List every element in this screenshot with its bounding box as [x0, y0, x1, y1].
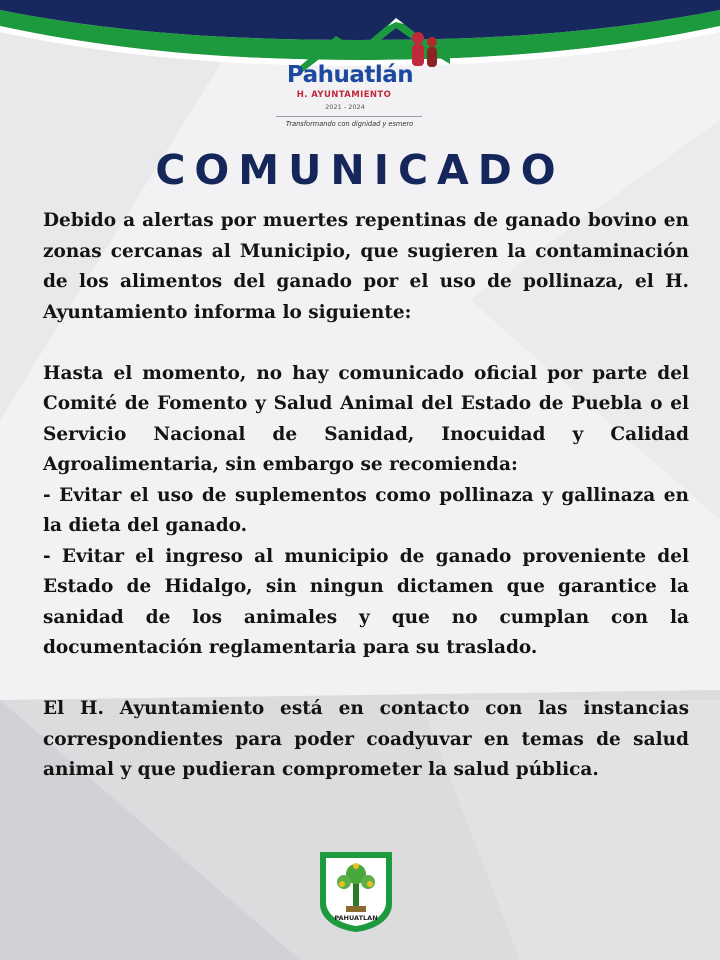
brand-divider: [276, 116, 422, 117]
communique-body: [43, 206, 689, 786]
recommendation-1: - Evitar el uso de suplementos como pollinaza y gallinaza en la dieta del ganado.: [43, 484, 689, 536]
brand-subtitle: H. AYUNTAMIENTO: [296, 90, 392, 100]
recommendation-2: - Evitar el ingreso al municipio de ganado proveniente del Estado de Hidalgo, sin ningun dictamen que garantice la sanidad de los animales y que no cumplan con la documentación reglamentaria para su traslado.: [43, 545, 689, 658]
paragraph-intro: Debido a alertas por muertes repentinas de ganado bovino en zonas cercanas al Municipio, que sugieren la contaminación de los alimentos del ganado por el uso de pollinaza, el H. Ayuntamiento informa lo siguiente:: [43, 210, 689, 323]
page-title: COMUNICADO: [155, 146, 565, 194]
brand-logo: [0, 10, 720, 135]
paragraph-closing: El H. Ayuntamiento está en contacto con las instancias correspondientes para poder coadyuvar en temas de salud animal y que pudieran comprometer la salud pública.: [43, 698, 689, 780]
brand-slogan: Transformando con dignidad y esmero: [285, 120, 414, 128]
municipal-shield-icon: [318, 850, 394, 934]
brand-name: Pahuatlán: [286, 62, 414, 88]
brand-years: 2021 - 2024: [325, 103, 365, 111]
paragraph-status: Hasta el momento, no hay comunicado oficial por parte del Comité de Fomento y Salud Animal del Estado de Puebla o el Servicio Nacional de Sanidad, Inocuidad y Calidad Agroalimentaria, sin embargo se recomienda:: [43, 362, 689, 475]
shield-label: PAHUATLAN: [334, 914, 378, 922]
